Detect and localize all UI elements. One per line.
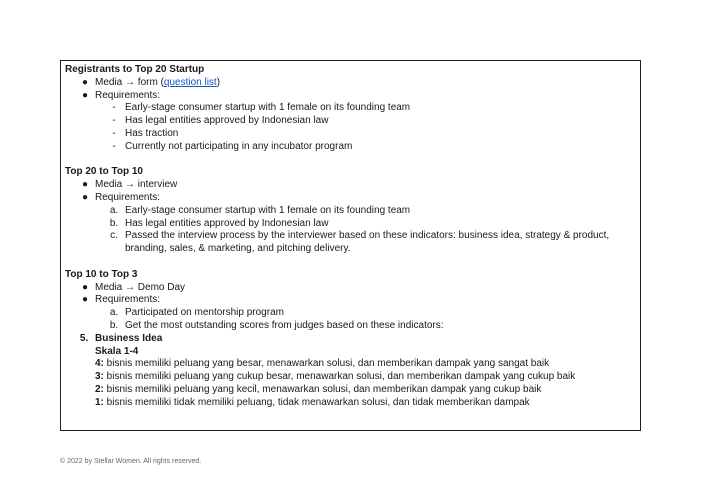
list-item [65,320,636,333]
requirements-label: Requirements: [95,191,161,203]
score-value: 4: [95,358,104,370]
list-marker: a. [109,307,119,319]
score-description: bisnis memiliki peluang yang cukup besar, menawarkan solusi, dan memberikan dampak yang cukup baik [103,371,576,383]
bullet-icon: ● [81,76,89,88]
dash-icon: - [112,102,116,114]
list-item [65,115,636,128]
list-item [65,128,636,141]
list-item [65,192,636,205]
list-marker: 5. [79,332,89,344]
section-heading: Top 20 to Top 10 [65,166,143,178]
spacer [65,154,636,167]
list-marker: b. [109,217,119,229]
requirement-text: Early-stage consumer startup with 1 female on its founding team [125,102,411,114]
score-value: 2: [95,383,104,395]
bullet-icon: ● [81,191,89,203]
requirements-label: Requirements: [95,294,161,306]
criterion-title [65,333,636,346]
media-label: Media → Demo Day [95,281,186,293]
requirement-text: Has traction [125,127,179,139]
requirements-table-cell [60,60,641,431]
requirement-text: Has legal entities approved by Indonesian law [125,115,329,127]
section-heading: Top 10 to Top 3 [65,268,138,280]
list-marker: c. [110,230,118,242]
score-line [65,371,636,384]
score-value: 3: [95,371,104,383]
requirement-text: Passed the interview process by the interviewer based on these indicators: business idea, strategy & product, branding, sales, & marketing, and pitching delivery. [125,230,610,255]
list-item [65,179,636,192]
score-line [65,397,636,410]
media-label: Media → form ( [95,76,164,88]
media-close: ) [216,76,221,88]
dash-icon: - [112,140,116,152]
bullet-icon: ● [81,294,89,306]
requirement-text: Get the most outstanding scores from judges based on these indicators: [125,319,444,331]
score-line [65,358,636,371]
dash-icon: - [112,115,116,127]
bullet-icon: ● [81,89,89,101]
requirement-text: Currently not participating in any incubator program [125,140,353,152]
list-item [65,90,636,103]
requirements-label: Requirements: [95,89,161,101]
score-description: bisnis memiliki peluang yang besar, menawarkan solusi, dan memberikan dampak yang sangat baik [103,358,550,370]
dash-icon: - [112,127,116,139]
list-item [65,230,636,256]
list-item [65,282,636,295]
document-content [65,64,636,410]
copyright-footer: © 2022 by Stellar Women. All rights reserved. [60,458,202,465]
list-item [65,294,636,307]
requirement-text: Has legal entities approved by Indonesian law [125,217,329,229]
score-description: bisnis memiliki tidak memiliki peluang, tidak menawarkan solusi, dan tidak memberikan dampak [103,396,530,408]
list-item [65,77,636,90]
bullet-icon: ● [81,281,89,293]
list-item [65,218,636,231]
score-value: 1: [95,396,104,408]
spacer [65,256,636,269]
question-list-link[interactable]: question list [163,76,217,88]
scale-title: Skala 1-4 [95,345,139,357]
list-item [65,141,636,154]
score-description: bisnis memiliki peluang yang kecil, menawarkan solusi, dan memberikan dampak yang cukup baik [103,383,542,395]
list-marker: b. [109,319,119,331]
list-item [65,102,636,115]
list-item [65,205,636,218]
media-label: Media → interview [95,179,178,191]
requirement-text: Participated on mentorship program [125,307,284,319]
list-marker: a. [109,204,119,216]
bullet-icon: ● [81,179,89,191]
list-item [65,307,636,320]
criterion-name: Business Idea [95,332,163,344]
section-heading: Registrants to Top 20 Startup [65,64,205,75]
requirement-text: Early-stage consumer startup with 1 female on its founding team [125,204,411,216]
score-line [65,384,636,397]
